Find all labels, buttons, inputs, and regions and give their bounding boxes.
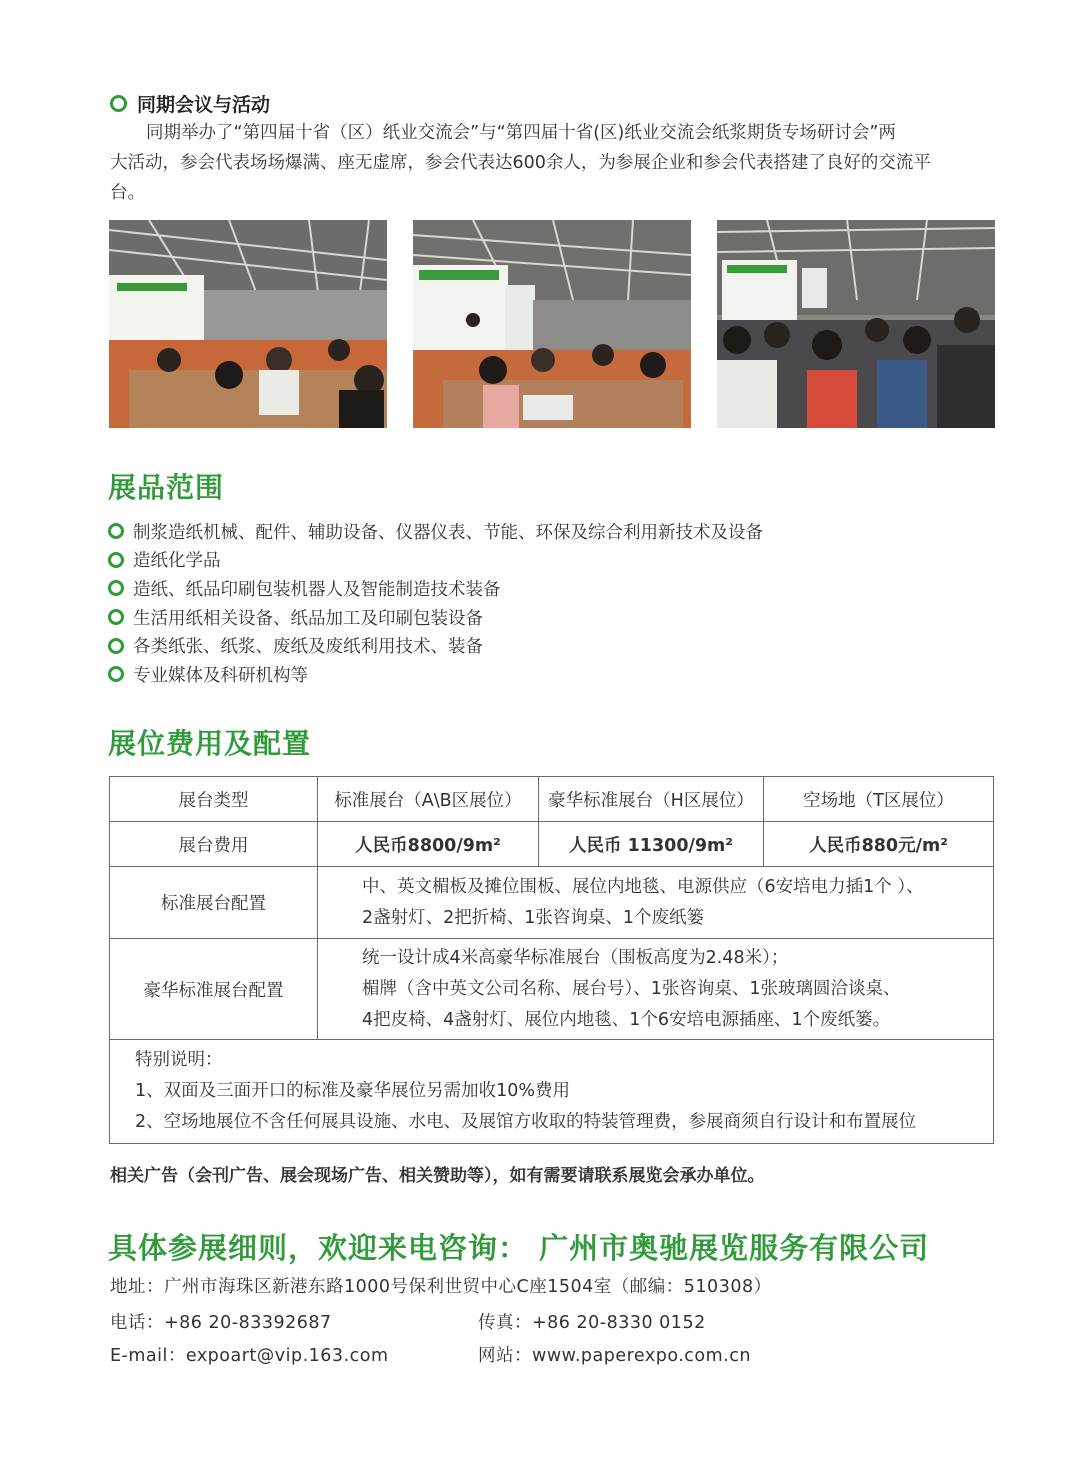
contact-fax: 传真：+86 20-8330 0152 bbox=[478, 1313, 706, 1333]
list-item bbox=[108, 660, 763, 689]
conference-photo-2 bbox=[413, 220, 691, 428]
note-line: 1、双面及三面开口的标准及豪华展位另需加收10%费用 bbox=[135, 1081, 571, 1101]
circle-bullet-icon bbox=[108, 666, 124, 682]
list-item bbox=[108, 546, 763, 575]
table-cell bbox=[318, 867, 994, 939]
meeting-heading-row bbox=[110, 90, 270, 117]
conference-photo-3 bbox=[717, 220, 995, 428]
table-cell: 人民币 11300/9m² bbox=[539, 822, 764, 867]
booth-heading: 展位费用及配置 bbox=[108, 727, 312, 760]
table-row bbox=[110, 867, 994, 939]
table-row bbox=[110, 939, 994, 1040]
table-row bbox=[110, 777, 994, 822]
list-item-text: 生活用纸相关设备、纸品加工及印刷包装设备 bbox=[133, 608, 483, 629]
list-item-text: 专业媒体及科研机构等 bbox=[133, 665, 308, 686]
circle-bullet-icon bbox=[108, 609, 124, 625]
config-line: 统一设计成4米高豪华标准展台（围板高度为2.48米）； bbox=[362, 947, 789, 968]
config-line: 中、英文楣板及摊位围板、展位内地毯、电源供应（6安培电力插1个 ）、 bbox=[362, 876, 924, 897]
table-cell: 展台费用 bbox=[110, 822, 318, 867]
note-line: 2、空场地展位不含任何展具设施、水电、及展馆方收取的特装管理费，参展商须自行设计和布置展位 bbox=[135, 1112, 917, 1132]
config-line: 4把皮椅、4盏射灯、展位内地毯、1个6安培电源插座、1个废纸篓。 bbox=[362, 1009, 891, 1030]
table-cell: 豪华标准展台（H区展位） bbox=[539, 777, 764, 822]
meeting-intro bbox=[110, 118, 1010, 208]
special-notes bbox=[110, 1040, 994, 1144]
booth-fee-table bbox=[109, 776, 994, 1144]
list-item-text: 各类纸张、纸浆、废纸及废纸利用技术、装备 bbox=[133, 637, 483, 658]
table-cell: 人民币880元/m² bbox=[764, 822, 994, 867]
circle-bullet-icon bbox=[108, 523, 124, 539]
intro-line: 台。 bbox=[110, 183, 145, 203]
table-cell: 空场地（T区展位） bbox=[764, 777, 994, 822]
table-cell: 标准展台（A\B区展位） bbox=[318, 777, 539, 822]
table-cell: 展台类型 bbox=[110, 777, 318, 822]
config-line: 2盏射灯、2把折椅、1张咨询桌、1个废纸篓 bbox=[362, 907, 705, 928]
contact-heading: 具体参展细则，欢迎来电咨询： 广州市奥驰展览服务有限公司 bbox=[108, 1231, 930, 1265]
table-cell bbox=[318, 939, 994, 1040]
contact-phone: 电话：+86 20-83392687 bbox=[110, 1313, 332, 1333]
conference-photo-1 bbox=[109, 220, 387, 428]
note-line: 特别说明： bbox=[135, 1050, 223, 1070]
intro-line: 同期举办了“第四届十省（区）纸业交流会”与“第四届十省(区)纸业交流会纸浆期货专场研讨会”两 bbox=[146, 123, 896, 143]
scope-list bbox=[108, 517, 763, 689]
list-item bbox=[108, 631, 763, 660]
list-item bbox=[108, 517, 763, 546]
contact-address: 地址：广州市海珠区新港东路1000号保利世贸中心C座1504室（邮编：510308） bbox=[110, 1277, 772, 1297]
intro-line: 大活动，参会代表场场爆满、座无虚席，参会代表达600余人，为参展企业和参会代表搭建了良好的交流平 bbox=[110, 153, 931, 173]
contact-website[interactable]: 网站：www.paperexpo.com.cn bbox=[478, 1346, 751, 1366]
table-row bbox=[110, 1040, 994, 1144]
circle-bullet-icon bbox=[108, 552, 124, 568]
table-cell: 标准展台配置 bbox=[110, 867, 318, 939]
list-item-text: 制浆造纸机械、配件、辅助设备、仪器仪表、节能、环保及综合利用新技术及设备 bbox=[133, 522, 763, 543]
contact-email[interactable]: E-mail：expoart@vip.163.com bbox=[110, 1346, 389, 1366]
circle-bullet-icon bbox=[108, 580, 124, 596]
list-item-text: 造纸、纸品印刷包装机器人及智能制造技术装备 bbox=[133, 579, 501, 600]
list-item bbox=[108, 574, 763, 603]
meeting-heading: 同期会议与活动 bbox=[137, 94, 271, 116]
circle-bullet-icon bbox=[110, 95, 127, 112]
ad-note: 相关广告（会刊广告、展会现场广告、相关赞助等），如有需要请联系展览会承办单位。 bbox=[110, 1166, 765, 1186]
table-cell: 人民币8800/9m² bbox=[318, 822, 539, 867]
table-cell: 豪华标准展台配置 bbox=[110, 939, 318, 1040]
table-row bbox=[110, 822, 994, 867]
list-item bbox=[108, 603, 763, 632]
scope-heading: 展品范围 bbox=[108, 471, 225, 504]
config-line: 楣牌（含中英文公司名称、展台号）、1张咨询桌、1张玻璃圆洽谈桌、 bbox=[362, 978, 901, 999]
list-item-text: 造纸化学品 bbox=[133, 551, 221, 572]
circle-bullet-icon bbox=[108, 638, 124, 654]
